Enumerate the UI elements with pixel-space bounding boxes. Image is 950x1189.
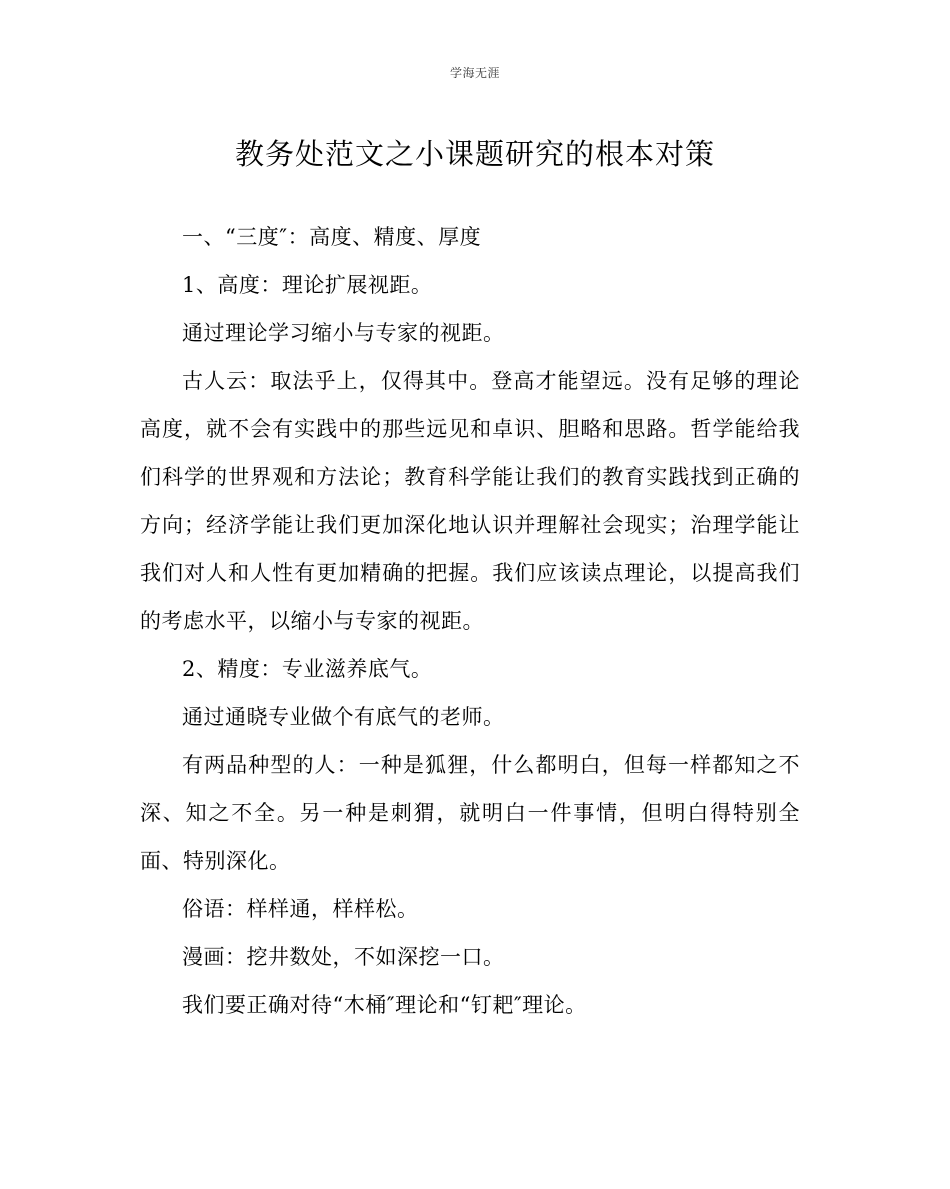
document-body (140, 213, 800, 1029)
subheading-height: 1、高度：理论扩展视距。 (182, 273, 433, 297)
paragraph: 通过理论学习缩小与专家的视距。 (182, 321, 505, 345)
section-heading-three-degrees: 一、“三度″：高度、精度、厚度 (182, 225, 482, 249)
paragraph: 通过通晓专业做个有底气的老师。 (182, 705, 505, 729)
page-header: 学海无涯 (449, 66, 500, 80)
document-title: 教务处范文之小课题研究的根本对策 (234, 137, 715, 171)
paragraph: 漫画：挖井数处，不如深挖一口。 (182, 945, 505, 969)
paragraph: 俗语：样样通，样样松。 (182, 897, 419, 921)
paragraph: 有两品种型的人：一种是狐狸，什么都明白，但每一样都知之不深、知之不全。另一种是刺猬，就明白一件事情，但明白得特别全面、特别深化。 (140, 753, 800, 873)
subheading-precision: 2、精度：专业滋养底气。 (182, 657, 433, 681)
paragraph: 我们要正确对待“木桶″理论和“钉耙″理论。 (182, 993, 587, 1017)
paragraph: 古人云：取法乎上，仅得其中。登高才能望远。没有足够的理论高度，就不会有实践中的那些远见和卓识、胆略和思路。哲学能给我们科学的世界观和方法论；教育科学能让我们的教育实践找到正确的方向；经济学能让我们更加深化地认识并理解社会现实；治理学能让我们对人和人性有更加精确的把握。我们应该读点理论，以提高我们的考虑水平，以缩小与专家的视距。 (140, 369, 800, 633)
